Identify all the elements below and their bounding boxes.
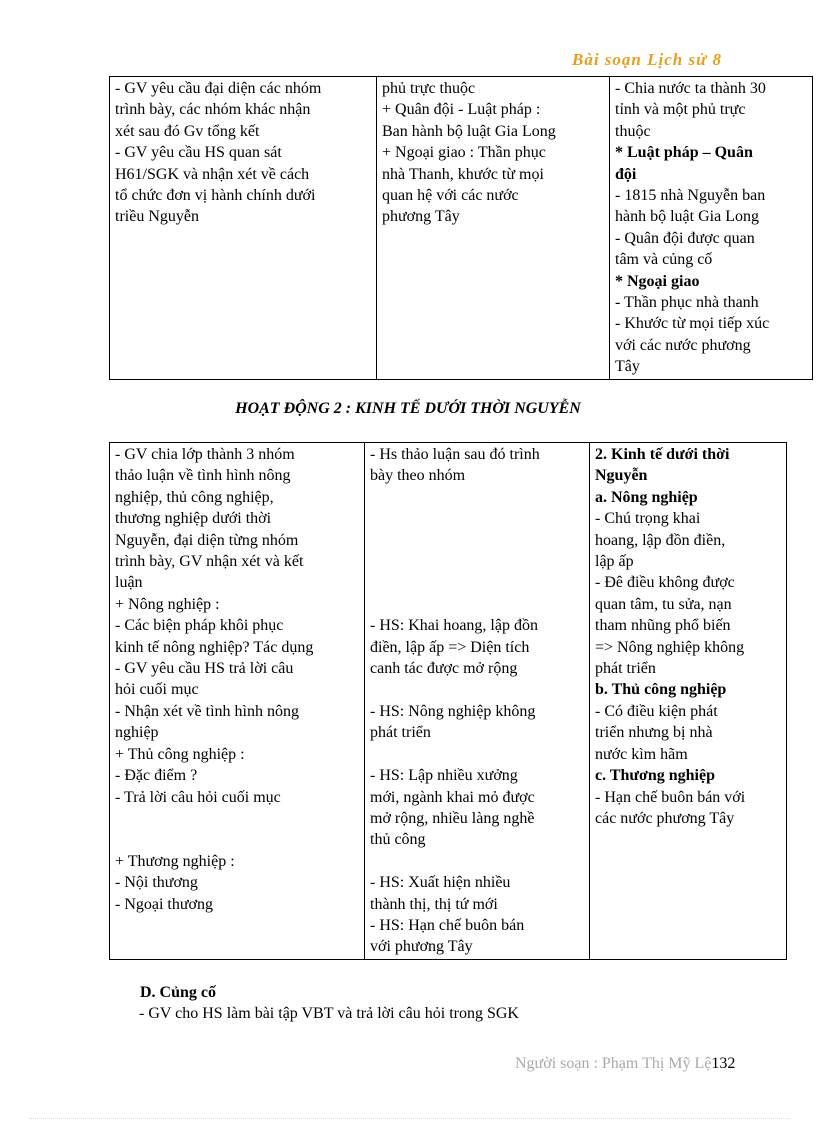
cell-line	[370, 594, 584, 615]
cell-line: thủ công	[370, 831, 426, 849]
cell-line: hành bộ luật Gia Long	[615, 208, 759, 226]
cell-line: điền, lập ấp => Diện tích	[370, 638, 530, 656]
student-activity-cell	[377, 77, 610, 380]
cell-line: - Ngoại thương	[115, 895, 214, 913]
cell-line: tham nhũng phổ biến	[595, 617, 731, 635]
cell-line: - Đặc điểm ?	[115, 767, 198, 785]
cell-line: - GV yêu cầu HS quan sát	[115, 144, 282, 162]
cell-line: - Thần phục nhà thanh	[615, 294, 759, 312]
cell-line	[370, 530, 584, 551]
cell-line: - HS: Lập nhiều xưởng	[370, 767, 518, 785]
table-row	[110, 77, 813, 380]
footer-author: Người soạn : Phạm Thị Mỹ Lệ	[515, 1055, 712, 1072]
cell-line: - Quân đội được quan	[615, 229, 755, 247]
cell-line	[115, 808, 359, 829]
footer	[515, 1055, 735, 1073]
cell-line: - Hs thảo luận sau đó trình	[370, 446, 540, 463]
cell-line: phương Tây	[382, 208, 460, 226]
cell-line: + Thương nghiệp :	[115, 852, 235, 870]
cell-line: * Ngoại giao	[615, 272, 700, 290]
cell-line	[370, 851, 584, 872]
cell-line: các nước phương Tây	[595, 809, 735, 827]
cell-line: với phương Tây	[370, 938, 473, 956]
cell-line: => Nông nghiệp không	[595, 638, 745, 656]
cell-line: thành thị, thị tứ mới	[370, 895, 498, 913]
cell-line: + Thủ công nghiệp :	[115, 745, 245, 763]
cell-line: mới, ngành khai mỏ được	[370, 788, 535, 806]
cell-line: luận	[115, 574, 143, 592]
cell-line: - HS: Xuất hiện nhiều	[370, 874, 511, 892]
cell-line: - Chú trọng khai	[595, 510, 701, 528]
cell-line	[370, 487, 584, 508]
content-cell	[610, 77, 813, 380]
cell-line: canh tác được mở rộng	[370, 660, 518, 678]
teacher-activity-cell	[110, 77, 377, 380]
cell-line	[370, 551, 584, 572]
cell-line: thuộc	[615, 122, 651, 140]
cell-line: trình bày, GV nhận xét và kết	[115, 553, 304, 571]
cell-line: - GV chia lớp thành 3 nhóm	[115, 446, 295, 463]
cell-line	[370, 744, 584, 765]
cell-line: nghiệp	[115, 724, 159, 742]
cell-line: nhà Thanh, khước từ mọi	[382, 165, 544, 183]
table-row	[110, 443, 787, 960]
lesson-table-1	[109, 76, 813, 380]
cell-line: 2. Kinh tế dưới thời	[595, 446, 730, 463]
cell-line: hỏi cuối mục	[115, 681, 199, 699]
cell-line: hoang, lập đồn điền,	[595, 531, 726, 549]
teacher-activity-cell	[110, 443, 365, 960]
student-activity-cell	[365, 443, 590, 960]
summary-section	[140, 982, 519, 1024]
bottom-rule	[30, 1118, 790, 1119]
cell-line: - GV yêu cầu đại diện các nhóm	[115, 80, 322, 97]
cell-line	[115, 829, 359, 850]
cell-line: thảo luận về tình hình nông	[115, 467, 291, 485]
cell-line: - Có điều kiện phát	[595, 702, 718, 720]
cell-line: với các nước phương	[615, 336, 751, 354]
cell-line: Ban hành bộ luật Gia Long	[382, 122, 556, 140]
cell-line: kinh tế nông nghiệp? Tác dụng	[115, 638, 314, 656]
cell-line: H61/SGK và nhận xét về cách	[115, 165, 310, 183]
cell-line: - Các biện pháp khôi phục	[115, 617, 284, 635]
header-watermark: Bài soạn Lịch sử 8	[572, 50, 723, 69]
cell-line: nước kìm hãm	[595, 745, 688, 763]
cell-line: - Đê điều không được	[595, 574, 735, 592]
cell-line: triều Nguyễn	[115, 208, 199, 226]
cell-line: Nguyễn, đại diện từng nhóm	[115, 531, 299, 549]
cell-line: - Hạn chế buôn bán với	[595, 788, 746, 806]
cell-line: b. Thủ công nghiệp	[595, 681, 727, 699]
cell-line: trình bày, các nhóm khác nhận	[115, 101, 311, 119]
cell-line: - HS: Nông nghiệp không	[370, 702, 536, 720]
cell-line: - 1815 nhà Nguyễn ban	[615, 187, 766, 205]
cell-line: * Luật pháp – Quân	[615, 144, 753, 162]
cell-line	[370, 508, 584, 529]
summary-heading: D. Củng cố	[140, 984, 217, 1001]
summary-line: - GV cho HS làm bài tập VBT và trả lời câu hỏi trong SGK	[139, 1005, 519, 1022]
cell-line: đội	[615, 165, 637, 183]
cell-line	[370, 572, 584, 593]
cell-line: - GV yêu cầu HS trả lời câu	[115, 660, 294, 678]
cell-line: tâm và củng cố	[615, 251, 713, 269]
cell-line: xét sau đó Gv tổng kết	[115, 122, 260, 140]
cell-line: tổ chức đơn vị hành chính dưới	[115, 187, 316, 205]
cell-line: - HS: Hạn chế buôn bán	[370, 916, 525, 934]
cell-line: phát triển	[595, 660, 656, 678]
cell-line: triển nhưng bị nhà	[595, 724, 713, 742]
cell-line: phủ trực thuộc	[382, 80, 476, 97]
cell-line: c. Thương nghiệp	[595, 767, 715, 785]
cell-line: - Nội thương	[115, 874, 198, 892]
cell-line: - Nhận xét về tình hình nông	[115, 702, 299, 720]
cell-line: - HS: Khai hoang, lập đồn	[370, 617, 538, 635]
cell-line: - Khước từ mọi tiếp xúc	[615, 315, 770, 333]
content-cell	[590, 443, 787, 960]
cell-line: phát triển	[370, 724, 431, 742]
cell-line: bày theo nhóm	[370, 467, 466, 485]
cell-line: Tây	[615, 358, 640, 376]
cell-line: quan tâm, tu sửa, nạn	[595, 595, 732, 613]
cell-line: + Quân đội - Luật pháp :	[382, 101, 541, 119]
page-number: 132	[711, 1055, 736, 1072]
cell-line: - Trả lời câu hỏi cuối mục	[115, 788, 281, 806]
cell-line: + Ngoại giao : Thần phục	[382, 144, 546, 162]
cell-line: Nguyễn	[595, 467, 648, 485]
cell-line: nghiệp, thủ công nghiệp,	[115, 488, 274, 506]
cell-line: lập ấp	[595, 553, 634, 571]
cell-line: + Nông nghiệp :	[115, 595, 220, 613]
cell-line: thương nghiệp dưới thời	[115, 510, 272, 528]
cell-line: mở rộng, nhiều làng nghề	[370, 809, 535, 827]
section-title-activity-2: HOẠT ĐỘNG 2 : KINH TẾ DƯỚI THỜI NGUYỄN	[235, 400, 581, 417]
lesson-table-2	[109, 442, 787, 960]
cell-line: a. Nông nghiệp	[595, 488, 698, 506]
cell-line: - Chia nước ta thành 30	[615, 80, 766, 97]
cell-line: quan hệ với các nước	[382, 187, 519, 205]
cell-line: tỉnh và một phủ trực	[615, 101, 746, 119]
cell-line	[370, 679, 584, 700]
